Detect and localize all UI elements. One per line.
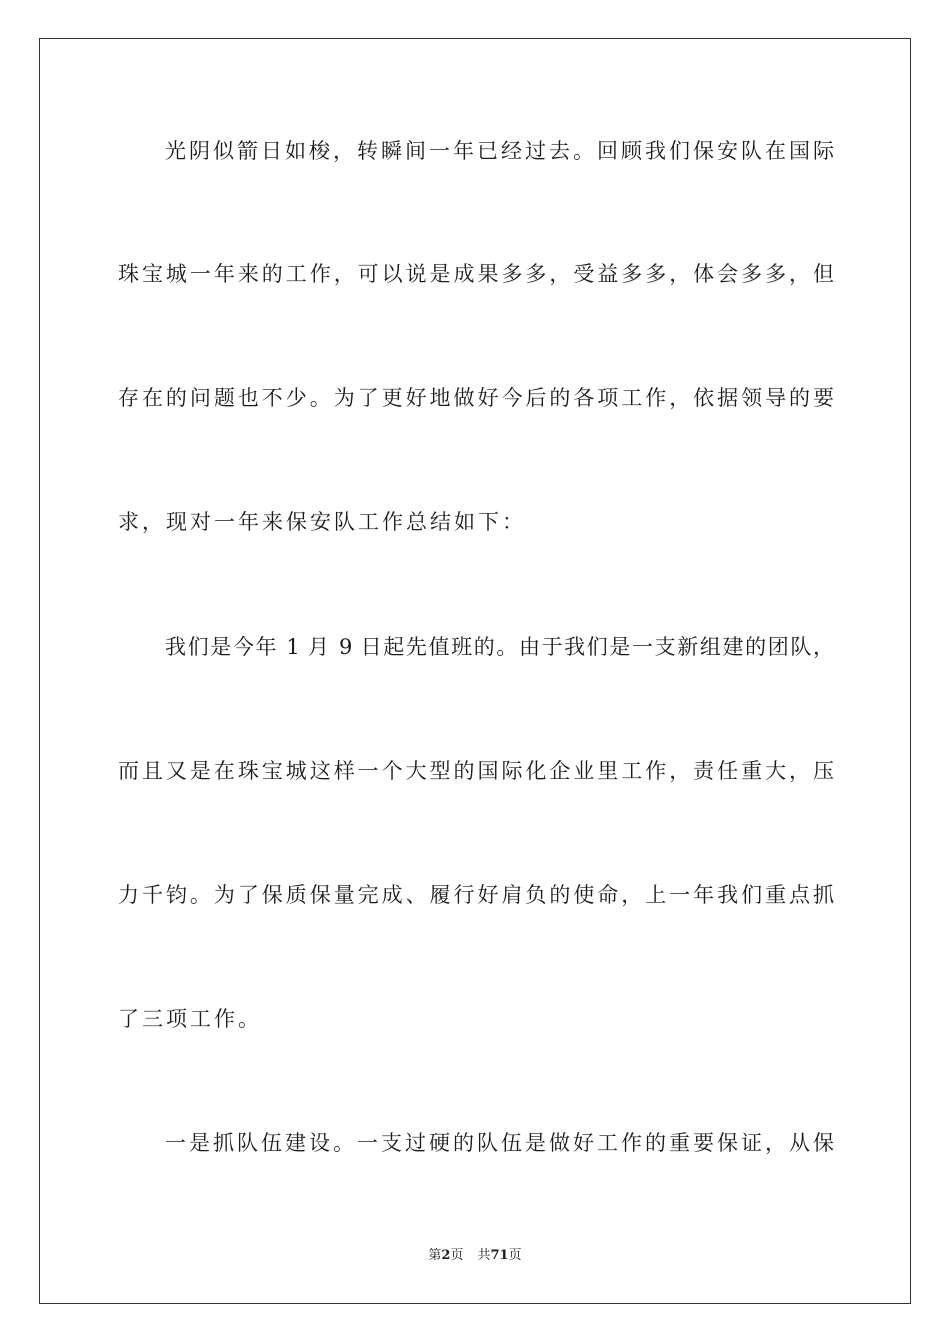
page-number: 2 bbox=[441, 1248, 451, 1263]
paragraph-1-line-4: 求，现对一年来保安队工作总结如下： bbox=[118, 510, 526, 534]
paragraph-1-line-3: 存在的问题也不少。为了更好地做好今后的各项工作，依据领导的要 bbox=[118, 386, 834, 410]
page-prefix: 第 bbox=[428, 1248, 442, 1263]
paragraph-2-line-1: 我们是今年 1 月 9 日起先值班的。由于我们是一支新组建的团队， bbox=[165, 635, 834, 659]
page-border bbox=[39, 38, 911, 1304]
page-suffix: 页 bbox=[450, 1248, 464, 1263]
paragraph-3-line-1: 一是抓队伍建设。一支过硬的队伍是做好工作的重要保证，从保 bbox=[165, 1131, 834, 1155]
paragraph-1-line-1: 光阴似箭日如梭，转瞬间一年已经过去。回顾我们保安队在国际 bbox=[165, 139, 834, 163]
paragraph-2-line-2: 而且又是在珠宝城这样一个大型的国际化企业里工作，责任重大，压 bbox=[118, 759, 834, 783]
paragraph-2-line-4: 了三项工作。 bbox=[118, 1007, 262, 1031]
page-footer bbox=[0, 1247, 950, 1265]
paragraph-2-line-3: 力千钧。为了保质保量完成、履行好肩负的使命，上一年我们重点抓 bbox=[118, 883, 834, 907]
total-prefix: 共 bbox=[477, 1248, 491, 1263]
total-pages: 71 bbox=[490, 1248, 509, 1263]
total-suffix: 页 bbox=[508, 1248, 522, 1263]
paragraph-1-line-2: 珠宝城一年来的工作，可以说是成果多多，受益多多，体会多多，但 bbox=[118, 262, 834, 286]
